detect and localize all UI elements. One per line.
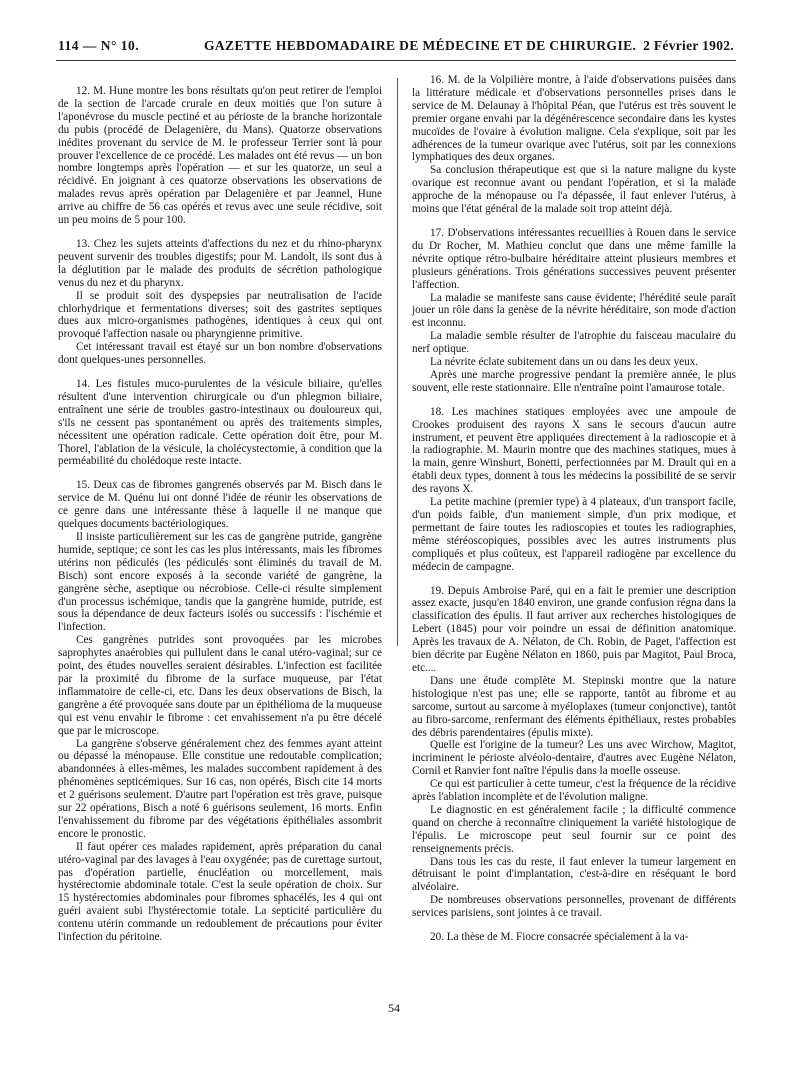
header-rule [56,60,736,61]
paragraph: 16. M. de la Volpilière montre, à l'aide d'observations puisées dans la littérature médicale et d'observations personnelles prises dans le service de M. Delaunay à l'hôpital Péan, que l'utérus est très souvent le premier organe envahi par la dégénérescence secondaire dans les kystes mucoïdes de l'ovaire à évolution maligne. Cela s'explique, soit par les adhérences de la tumeur ovarique avec l'utérus, soit par les connexions lymphatiques des deux organes. [412,74,736,164]
left-column [58,74,382,944]
paragraph: Cet intéressant travail est étayé sur un bon nombre d'observations dont quelques-unes personnelles. [58,341,382,367]
paragraph: 15. Deux cas de fibromes gangrenés observés par M. Bisch dans le service de M. Quénu lui ont donné l'idée de réunir les observations de ce genre dans une intéressante thèse à laquelle il ne manque que quelques documents bactériologiques. [58,479,382,531]
paragraph: La maladie se manifeste sans cause évidente; l'hérédité seule paraît jouer un rôle dans la genèse de la névrite héréditaire, son mode d'action est inconnu. [412,291,736,330]
paragraph: 18. Les machines statiques employées avec une ampoule de Crookes produisent des rayons X sans le secours d'aucun autre instrument, et peuvent être appliquées directement à la radioscopie et à la radiographie. M. Maurin montre que des machines statiques, mues à la main, genre Winshurt, Bonetti, perfectionnées par M. Drault qui en a établi deux types, donnent à tous les médecins la possibilité de se servir des rayons X. [412,405,736,496]
page-folio: 54 [388,1001,400,1015]
paragraph: Ce qui est particulier à cette tumeur, c'est la fréquence de la récidive après l'ablation incomplète et de l'évolution maligne. [412,778,736,804]
paragraph: 14. Les fistules muco-purulentes de la vésicule biliaire, qu'elles résultent d'une intervention chirurgicale ou d'un phlegmon biliaire, entraînent une série de troubles gastro-intestinaux ou douloureux qui, s'ils ne cessent pas spontanément ou après des traitements simples, nécessitent une opération radicale. Cette opération doit être, pour M. Thorel, l'ablation de la vésicule, la cholécystectomie, à condition que la perméabilité du cholédoque reste intacte. [58,378,382,468]
column-divider [397,78,398,646]
paragraph: Le diagnostic en est généralement facile ; la difficulté commence quand on cherche à reconnaître cliniquement la variété histologique de l'épulis. Le microscope peut seul fournir sur ce point des renseignements précis. [412,803,736,855]
paragraph: Quelle est l'origine de la tumeur? Les uns avec Wirchow, Magitot, incriminent le périoste alvéolo-dentaire, d'autres avec Eugène Nélaton, Cornil et Ranvier font naître l'épulis dans la moelle osseuse. [412,739,736,778]
paragraph: Il se produit soit des dyspepsies par neutralisation de l'acide chlorhydrique et fermentations diverses; soit des gastrites septiques dues aux micro-organismes pathogènes, identiques à ceux qui ont provoqué l'affection nasale ou pharyngienne primitive. [58,289,382,341]
paragraph: 20. La thèse de M. Fiocre consacrée spécialement à la va- [430,931,689,944]
paragraph: Ces gangrènes putrides sont provoquées par les microbes saprophytes anaérobies qui pullulent dans le canal utéro-vaginal; sur ce point, des études nouvelles seraient désirables. L'infection est facilitée par la proximité du fibrome de la surface muqueuse, par l'état inflammatoire de celle-ci, etc. Dans les deux observations de Bisch, la gangrène a été provoquée sans doute par un épithélioma de la muqueuse qui est venu envahir le fibrome : cet envahissement n'a pu être décelé que par le microscope. [58,634,382,737]
paragraph: La petite machine (premier type) à 4 plateaux, d'un transport facile, d'un poids faible, d'un maniement simple, d'un prix modique, et permettant de faire toutes les radioscopies et toutes les radiographies, même stéréoscopiques, possibles avec les autres instruments plus compliqués et plus coûteux, est l'appareil radiogène par excellence du médecin de campagne. [412,496,736,573]
journal-title: GAZETTE HEBDOMADAIRE DE MÉDECINE ET DE CHIRURGIE. [204,38,637,53]
paragraph: Il insiste particulièrement sur les cas de gangrène putride, gangrène humide, septique; ce sont les cas les plus intéressants, mais les fibromes utérins non pédiculés (les pédiculés sont éliminés du travail de M. Bisch) sont encore exposés à la seconde variété de gangrène, la gangrène sèche, aseptique ou nécrobiose. Celle-ci résulte simplement d'un processus ischémique, tandis que la gangrène humide, putride, est sous la dépendance de deux facteurs isolés ou successifs : l'ischémie et l'infection. [58,531,382,634]
right-column [412,74,736,944]
paragraph: La gangrène s'observe généralement chez des femmes ayant atteint ou dépassé la ménopause. Elle constitue une redoutable complication; abandonnées à elles-mêmes, les malades succombent rapidement à des phénomènes septicémiques. Sur 16 cas, non opérés, Bisch cite 14 morts et 2 guérisons seulement. D'autre part l'opération est très grave, puisque sur 22 opérations, Bisch a noté 6 guérisons seulement, 16 morts. Enfin l'envahissement du fibrome par des végétations épithéliales assombrit encore le pronostic. [58,737,382,840]
paragraph: Dans tous les cas du reste, il faut enlever la tumeur largement en détruisant le point d'implantation, c'est-à-dire en réséquant le bord alvéolaire. [412,855,736,894]
paragraph: La névrite éclate subitement dans un ou dans les deux yeux. [430,356,699,369]
paragraph: 13. Chez les sujets atteints d'affections du nez et du rhino-pharynx peuvent survenir des troubles digestifs; pour M. Landolt, ils sont dus à la déglutition par le malade des produits de sécrétion pathologique venus du nez et du pharynx. [58,237,382,289]
paragraph: 19. Depuis Ambroise Paré, qui en a fait le premier une description assez exacte, jusqu'en 1840 environ, une grande confusion régna dans la classification des épulis. Il faut arriver aux recherches histologiques de Lebert (1845) pour voir poindre un essai de définition anatomique. Après les travaux de A. Nélaton, de Ch. Robin, de Paget, l'affection est bien décrite par Eugène Nélaton en 1860, puis par Magitot, Paul Broca, etc.... [412,584,736,674]
paragraph: De nombreuses observations personnelles, provenant de différents services parisiens, sont jointes à ce travail. [412,894,736,920]
paragraph: 12. M. Hune montre les bons résultats qu'on peut retirer de l'emploi de la section de l'arcade crurale en deux moitiés que l'on suture à l'aponévrose du muscle pectiné et au périoste de la branche horizontale du pubis (procédé de Delagenière, du Mans). Quatorze observations inédites provenant du service de M. le professeur Terrier sont là pour prouver l'excellence de ce procédé. Les malades ont été revus — un bon nombre longtemps après l'opération — et sur les quatorze, un seul a récidivé. En joignant à ces quatorze observations les observations de malades revus après opération par Delagenière et par Jeannel, Hune arrive au chiffre de 56 cas opérés et revus avec une seule récidive, soit un peu moins de 5 pour 100. [58,85,382,227]
page-header [58,34,734,56]
issue-date: 2 Février 1902. [643,38,734,53]
paragraph: Dans une étude complète M. Stepinski montre que la nature histologique n'est pas une; elle se rapporte, tantôt au fibrome et au sarcome, surtout au sarcome à myéloplaxes (tumeur conjonctive), tantôt au fibro-sarcome, renfermant des éléments épithéliaux, restes probables des débris parendentaires (épulis mixte). [412,674,736,739]
paragraph: 17. D'observations intéressantes recueillies à Rouen dans le service du Dr Rocher, M. Mathieu conclut que dans une même famille la névrite optique rétro-bulbaire héréditaire atteint plusieurs membres et plusieurs générations. Trois générations successives peuvent présenter l'affection. [412,226,736,291]
paragraph: Il faut opérer ces malades rapidement, après préparation du canal utéro-vaginal par des lavages à l'eau oxygénée; pas de curettage surtout, pas d'opération partielle, énucléation ou morcellement, mais hystérectomie abdominale totale. C'est la seule opération de choix. Sur 15 hystérectomies abdominales pour fibromes sphacélés, les 4 qui ont guéri avaient subi l'hystérectomie totale. La septicité particulière du contenu utérin commande un redoublement de précautions pour éviter l'infection du péritoine. [58,840,382,944]
page-number-issue: 114 — N° 10. [58,38,140,53]
paragraph: Après une marche progressive pendant la première année, le plus souvent, elle reste stationnaire. Elle n'entraîne point l'amaurose totale. [412,368,736,394]
paragraph: Sa conclusion thérapeutique est que si la nature maligne du kyste ovarique est reconnue avant ou pendant l'opération, et si la malade approche de la ménopause ou l'a dépassée, il faut enlever l'utérus, à moins que l'état général de la malade soit trop atteint déjà. [412,164,736,216]
paragraph: La maladie semble résulter de l'atrophie du faisceau maculaire du nerf optique. [412,330,736,356]
